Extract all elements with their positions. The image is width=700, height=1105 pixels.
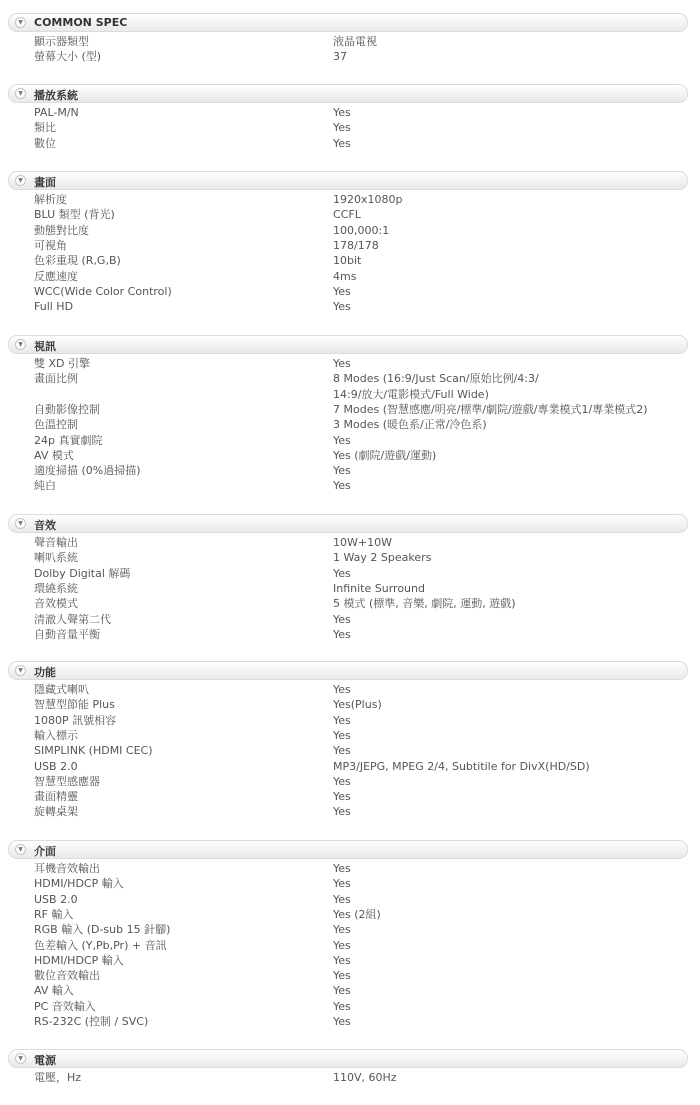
spec-label: 適度掃描 (0%過掃描) <box>34 464 141 478</box>
spec-value: Yes <box>333 627 351 641</box>
section-title: 音效 <box>34 519 56 532</box>
spec-value-continued: 14:9/放大/電影模式/Full Wide) <box>333 387 489 401</box>
spec-label: 自動音量平衡 <box>34 627 100 641</box>
spec-label: 反應速度 <box>34 269 78 283</box>
section-header[interactable] <box>8 514 688 533</box>
section-header[interactable] <box>8 661 688 680</box>
spec-label: 耳機音效輸出 <box>34 862 100 875</box>
spec-label: 清澈人聲第二代 <box>34 612 111 626</box>
spec-label: 音效模式 <box>34 597 78 611</box>
spec-value: Yes <box>333 357 351 370</box>
spec-label: 色溫控制 <box>34 418 78 432</box>
spec-value: 7 Modes (智慧感應/明亮/標準/劇院/遊戲/專業模式1/專業模式2) <box>333 402 648 416</box>
spec-label: PAL-M/N <box>34 106 79 119</box>
spec-value: 10bit <box>333 254 362 268</box>
section-title: 畫面 <box>34 176 56 189</box>
spec-label: 1080P 訊號相容 <box>34 713 117 727</box>
spec-label: 可視角 <box>34 238 67 252</box>
spec-value: Yes <box>333 744 351 758</box>
spec-value: Yes <box>333 433 351 447</box>
spec-label: 聲音輸出 <box>34 536 78 549</box>
spec-label: Dolby Digital 解碼 <box>34 566 131 580</box>
spec-value: MP3/JEPG, MPEG 2/4, Subtitile for DivX(HD/SD) <box>333 759 590 773</box>
spec-value: Yes <box>333 464 351 478</box>
spec-value: 4ms <box>333 269 357 283</box>
section-title: 介面 <box>34 845 56 858</box>
spec-value: Yes <box>333 938 351 952</box>
spec-value: 37 <box>333 50 347 64</box>
spec-label: 隱藏式喇叭 <box>34 683 89 696</box>
spec-value: Yes <box>333 999 351 1013</box>
spec-value: 100,000:1 <box>333 223 390 237</box>
spec-label: HDMI/HDCP 輸入 <box>34 953 124 967</box>
spec-label: 類比 <box>34 121 56 135</box>
collapse-toggle-icon[interactable]: ▼ <box>15 88 26 99</box>
collapse-toggle-icon[interactable]: ▼ <box>15 665 26 676</box>
section-title: 功能 <box>34 666 56 679</box>
spec-value: 8 Modes (16:9/Just Scan/原始比例/4:3/ <box>333 372 539 386</box>
spec-value: Yes <box>333 953 351 967</box>
spec-label: 旋轉桌架 <box>34 805 78 819</box>
spec-label: SIMPLINK (HDMI CEC) <box>34 744 153 758</box>
spec-value: Yes <box>333 805 351 819</box>
spec-value: 3 Modes (暖色系/正常/冷色系) <box>333 418 487 432</box>
section-title: 視訊 <box>34 340 56 353</box>
spec-value: Yes <box>333 479 351 493</box>
spec-value: Yes <box>333 984 351 998</box>
collapse-toggle-icon[interactable]: ▼ <box>15 175 26 186</box>
spec-value: 10W+10W <box>333 536 392 549</box>
spec-value: Yes <box>333 106 351 119</box>
spec-label: 畫面比例 <box>34 372 78 386</box>
spec-label: RS-232C (控制 / SVC) <box>34 1015 149 1028</box>
spec-value: Yes <box>333 892 351 906</box>
spec-label: 數位音效輸出 <box>34 969 100 983</box>
section-title: COMMON SPEC <box>34 16 128 29</box>
spec-value: Yes <box>333 612 351 626</box>
spec-value: Yes <box>333 713 351 727</box>
spec-value: Yes <box>333 969 351 983</box>
spec-label: USB 2.0 <box>34 759 78 773</box>
collapse-toggle-icon[interactable]: ▼ <box>15 1053 26 1064</box>
spec-label: 智慧型節能 Plus <box>34 698 115 712</box>
spec-value: Yes <box>333 862 351 875</box>
spec-value: 1920x1080p <box>333 193 403 206</box>
spec-value: 178/178 <box>333 238 379 252</box>
spec-value: Infinite Surround <box>333 581 425 595</box>
spec-value: Yes <box>333 284 351 298</box>
section-header[interactable] <box>8 13 688 32</box>
spec-value: 1 Way 2 Speakers <box>333 551 432 565</box>
spec-value: Yes <box>333 790 351 804</box>
spec-label: WCC(Wide Color Control) <box>34 284 172 298</box>
spec-label: 雙 XD 引擎 <box>34 357 90 370</box>
spec-value: Yes <box>333 774 351 788</box>
spec-value: Yes <box>333 728 351 742</box>
spec-value: Yes <box>333 923 351 937</box>
section-header[interactable] <box>8 335 688 354</box>
spec-value: Yes <box>333 877 351 891</box>
spec-value: Yes <box>333 300 351 314</box>
spec-value: 5 模式 (標準, 音樂, 劇院, 運動, 遊戲) <box>333 597 516 611</box>
collapse-toggle-icon[interactable]: ▼ <box>15 844 26 855</box>
spec-label: BLU 類型 (背光) <box>34 208 115 222</box>
spec-value: CCFL <box>333 208 361 222</box>
spec-label: 24p 真實劇院 <box>34 433 103 447</box>
section-header[interactable] <box>8 1049 688 1068</box>
section-title: 播放系統 <box>34 89 78 102</box>
collapse-toggle-icon[interactable]: ▼ <box>15 17 26 28</box>
spec-value: Yes <box>333 683 351 696</box>
section-header[interactable] <box>8 171 688 190</box>
section-header[interactable] <box>8 840 688 859</box>
spec-value: Yes <box>333 136 351 150</box>
collapse-toggle-icon[interactable]: ▼ <box>15 339 26 350</box>
spec-value: 110V, 60Hz <box>333 1071 397 1084</box>
spec-label: 喇叭系統 <box>34 551 78 565</box>
spec-label: 螢幕大小 (型) <box>34 50 102 64</box>
spec-label: RF 輸入 <box>34 907 74 921</box>
spec-value: Yes (2組) <box>333 907 381 921</box>
spec-label: 色彩重現 (R,G,B) <box>34 254 121 268</box>
spec-label: AV 輸入 <box>34 984 74 998</box>
spec-value: Yes <box>333 1015 351 1028</box>
spec-label: PC 音效輸入 <box>34 999 96 1013</box>
spec-label: 動態對比度 <box>34 223 89 237</box>
spec-label: Full HD <box>34 300 74 314</box>
collapse-toggle-icon[interactable]: ▼ <box>15 518 26 529</box>
spec-label: 色差輸入 (Y,Pb,Pr) + 音訊 <box>34 938 167 952</box>
spec-value: Yes <box>333 121 351 135</box>
spec-value: Yes (劇院/遊戲/運動) <box>333 448 437 462</box>
spec-label: HDMI/HDCP 輸入 <box>34 877 124 891</box>
spec-value: Yes <box>333 566 351 580</box>
spec-label: 純白 <box>34 479 56 493</box>
spec-label: 環繞系統 <box>34 581 78 595</box>
spec-label: 智慧型感應器 <box>34 774 100 788</box>
section-header[interactable] <box>8 84 688 103</box>
spec-label: 輸入標示 <box>34 728 78 742</box>
section-title: 電源 <box>34 1054 56 1067</box>
spec-label: RGB 輸入 (D-sub 15 針腳) <box>34 923 171 937</box>
spec-label: 電壓，Hz <box>34 1071 82 1084</box>
spec-value: Yes(Plus) <box>333 698 382 712</box>
spec-label: 解析度 <box>34 193 67 206</box>
spec-label: 自動影像控制 <box>34 402 100 416</box>
spec-label: AV 模式 <box>34 448 74 462</box>
spec-label: 畫面精靈 <box>34 790 78 804</box>
spec-value: 液晶電視 <box>333 35 377 48</box>
spec-label: USB 2.0 <box>34 892 78 906</box>
spec-label: 顯示器類型 <box>34 35 89 48</box>
spec-label: 數位 <box>34 136 56 150</box>
